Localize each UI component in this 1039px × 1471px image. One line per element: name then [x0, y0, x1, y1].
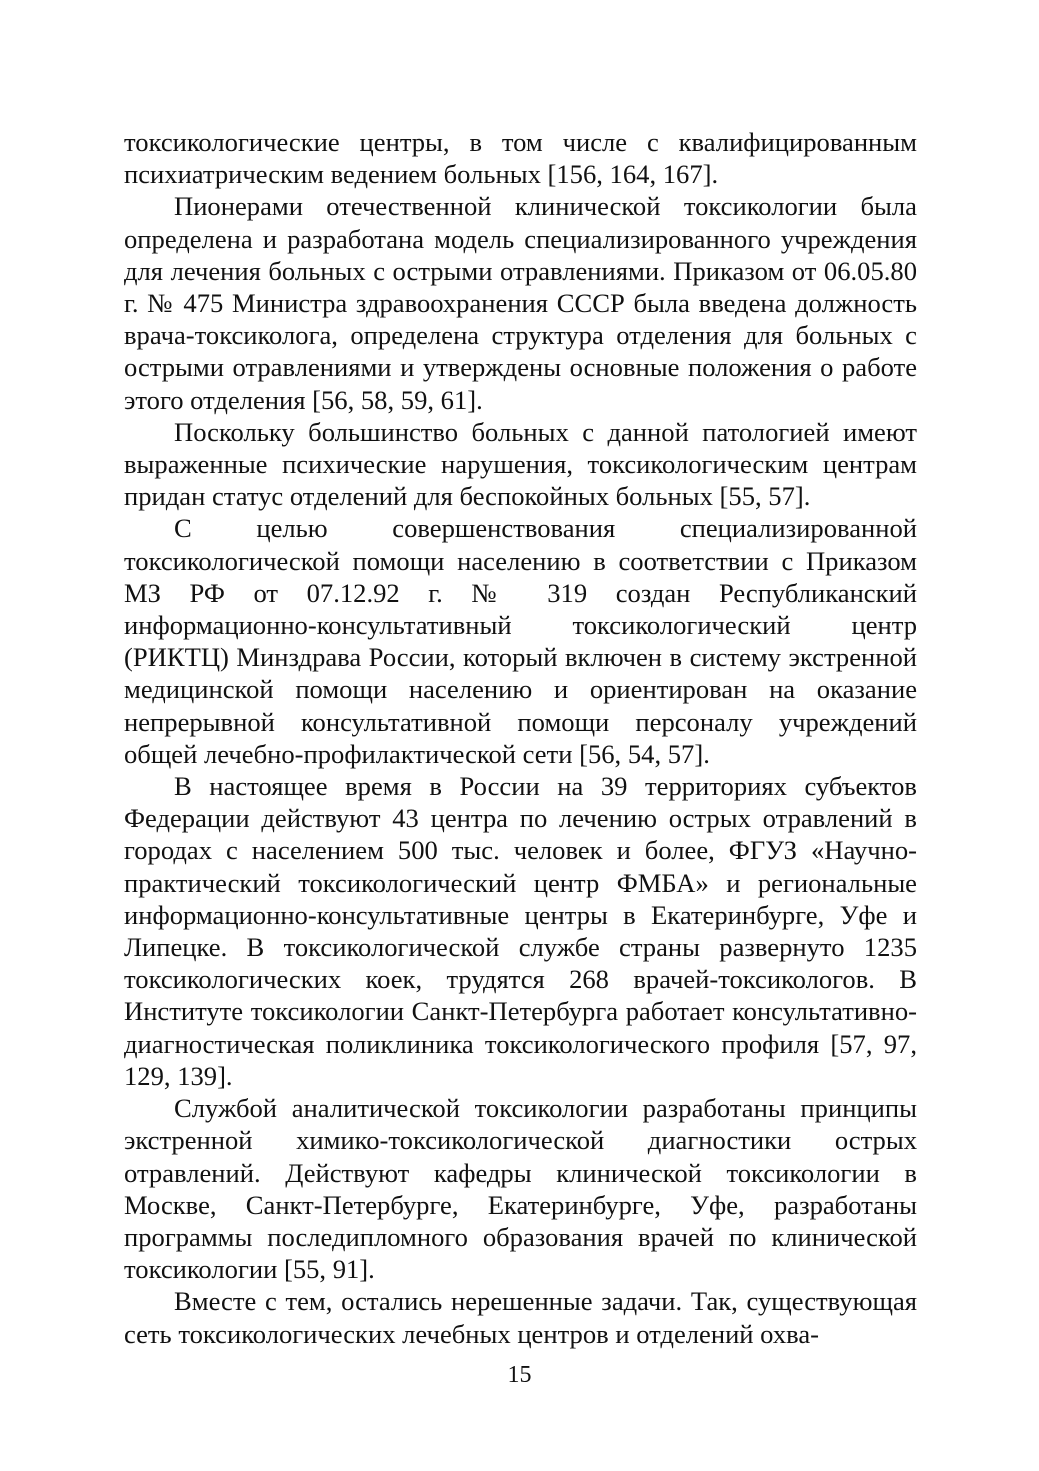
- paragraph-7: Вместе с тем, остались нерешенные задачи. Так, существующая сеть токсикологических лечебных центров и отделений охва-: [124, 1286, 917, 1349]
- page-number: 15: [507, 1362, 532, 1388]
- paragraph-1: токсикологические центры, в том числе с квалифицированным психиатрическим ведением больных [156, 164, 167].: [124, 127, 917, 190]
- paragraph-2: Пионерами отечественной клинической токсикологии была определена и разработана модель специализированного учреждения для лечения больных с острыми отравлениями. Приказом от 06.05.80 г. № 475 Министра здравоохранения СССР была введена должность врача-токсиколога, определена структура отделения для больных с острыми отравлениями и утверждены основные положения о работе этого отделения [56, 58, 59, 61].: [124, 191, 917, 415]
- page-body: [124, 126, 917, 1350]
- paragraph-4: С целью совершенствования специализированной токсикологической помощи населению в соответствии с Приказом МЗ РФ от 07.12.92 г. № 319 создан Республиканский информационно-консультативный токсикологический центр (РИКТЦ) Минздрава России, который включен в систему экстренной медицинской помощи населению и ориентирован на оказание непрерывной консультативной помощи персоналу учреждений общей лечебно-профилактической сети [56, 54, 57].: [124, 513, 917, 769]
- paragraph-5: В настоящее время в России на 39 территориях субъектов Федерации действуют 43 центра по лечению острых отравлений в городах с населением 500 тыс. человек и более, ФГУЗ «Научно-практический токсикологический центр ФМБА» и региональные информационно-консультативные центры в Екатеринбурге, Уфе и Липецке. В токсикологической службе страны развернуто 1235 токсикологических коек, трудятся 268 врачей-токсикологов. В Институте токсикологии Санкт-Петербурга работает консультативно-диагностическая поликлиника токсикологического профиля [57, 97, 129, 139].: [124, 771, 917, 1091]
- paragraph-3: Поскольку большинство больных с данной патологией имеют выраженные психические нарушения, токсикологическим центрам придан статус отделений для беспокойных больных [55, 57].: [124, 416, 917, 512]
- paragraph-6: Службой аналитической токсикологии разработаны принципы экстренной химико-токсикологической диагностики острых отравлений. Действуют кафедры клинической токсикологии в Москве, Санкт-Петербурге, Екатеринбурге, Уфе, разработаны программы последипломного образования врачей по клинической токсикологии [55, 91].: [124, 1093, 917, 1285]
